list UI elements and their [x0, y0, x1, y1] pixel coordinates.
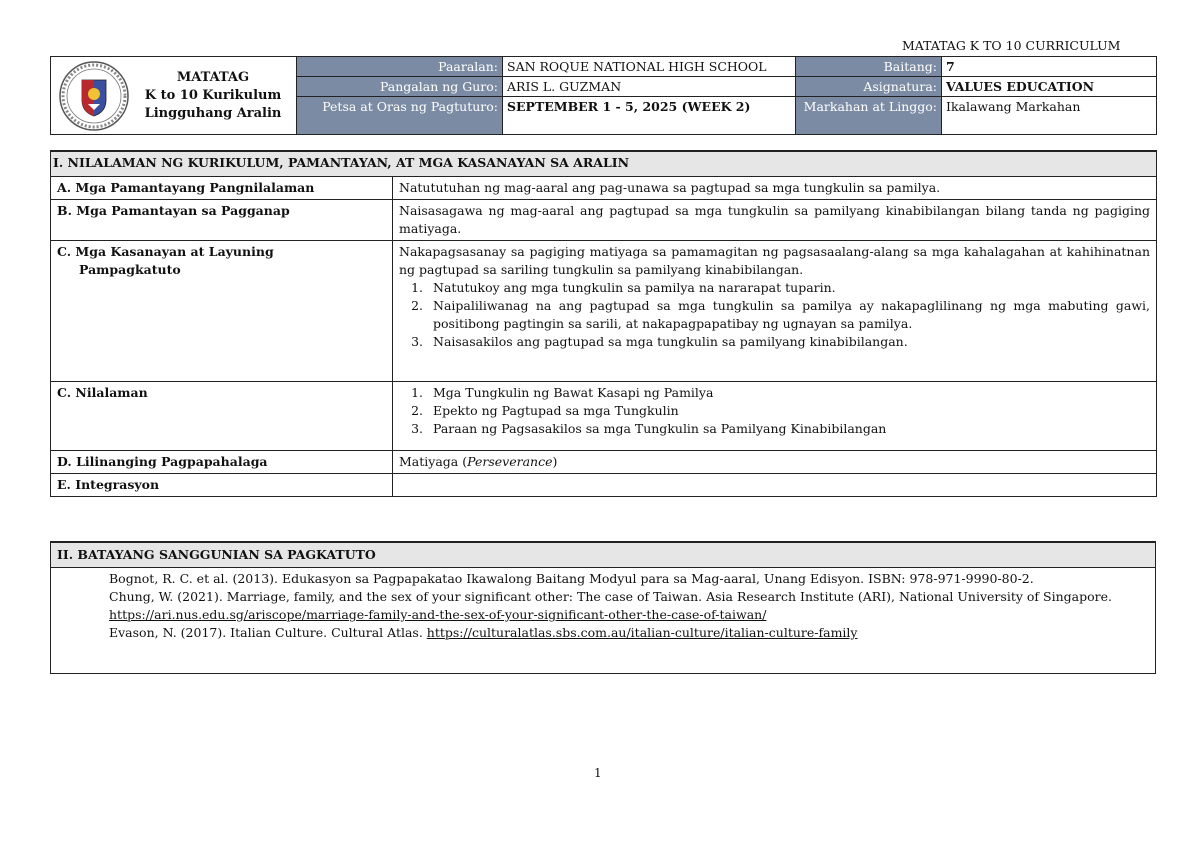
list-item: 2. Naipaliliwanag na ang pagtupad sa mga tungkulin sa pamilya ay nakapaglilinang ng mga mabuting gawi, positibong pagtingin sa sarili, at nakapagpapatibay ng ugnayan sa pamilya. — [427, 297, 1150, 333]
date-label: Petsa at Oras ng Pagtuturo: — [297, 97, 503, 135]
row-c2-value — [393, 382, 1157, 451]
row-e-label: E. Integrasyon — [51, 474, 393, 497]
list-item: 3. Paraan ng Pagsasakilos sa mga Tungkulin sa Pamilyang Kinabibilangan — [427, 420, 1150, 438]
reference-3-link[interactable]: https://culturalatlas.sbs.com.au/italian-culture/italian-culture-family — [426, 625, 858, 640]
teacher-label: Pangalan ng Guro: — [297, 77, 503, 97]
row-d-label: D. Lilinanging Pagpapahalaga — [51, 451, 393, 474]
row-b-value: Naisasagawa ng mag-aaral ang pagtupad sa mga tungkulin sa pamilyang kinabibilangan bilang tanda ng pagiging matiyaga. — [393, 200, 1157, 241]
logo-cell — [51, 57, 297, 135]
reference-1: Bognot, R. C. et al. (2013). Edukasyon sa Pagpapakatao Ikawalong Baitang Modyul para sa Mag-aaral, Unang Edisyon. ISBN: 978-971-9990-80-2. — [109, 571, 1034, 586]
reference-3 — [109, 624, 1135, 642]
section-1-title: I. NILALAMAN NG KURIKULUM, PAMANTAYAN, AT MGA KASANAYAN SA ARALIN — [51, 151, 1157, 177]
row-c-label-line-2: Pampagkatuto — [79, 262, 181, 277]
logo-line-2: K to 10 Kurikulum — [144, 87, 282, 103]
list-item: 2. Epekto ng Pagtupad sa mga Tungkulin — [427, 402, 1150, 420]
row-c-label — [51, 241, 393, 382]
row-a-value: Natututuhan ng mag-aaral ang pag-unawa sa pagtupad sa mga tungkulin sa pamilya. — [393, 177, 1157, 200]
curriculum-label: MATATAG K TO 10 CURRICULUM — [902, 38, 1121, 53]
row-c-list — [399, 279, 1150, 351]
reference-2-text: Chung, W. (2021). Marriage, family, and the sex of your significant other: The case of Taiwan. Asia Research Institute (ARI), National University of Singapore. — [109, 589, 1112, 604]
school-label: Paaralan: — [297, 57, 503, 77]
header-table — [50, 56, 1157, 135]
list-item: 1. Mga Tungkulin ng Bawat Kasapi ng Pamilya — [427, 384, 1150, 402]
row-c2-label: C. Nilalaman — [51, 382, 393, 451]
subject-value: VALUES EDUCATION — [942, 77, 1157, 97]
row-b-label: B. Mga Pamantayan sa Pagganap — [51, 200, 393, 241]
row-c-value — [393, 241, 1157, 382]
teacher-value: ARIS L. GUZMAN — [503, 77, 796, 97]
section-2 — [50, 541, 1156, 674]
row-a-label: A. Mga Pamantayang Pangnilalaman — [51, 177, 393, 200]
page-number: 1 — [594, 766, 602, 780]
reference-2 — [109, 588, 1135, 624]
reference-3-text: Evason, N. (2017). Italian Culture. Cultural Atlas. — [109, 625, 427, 640]
school-value: SAN ROQUE NATIONAL HIGH SCHOOL — [503, 57, 796, 77]
row-d-value-main: Matiyaga ( — [399, 454, 468, 469]
deped-seal-icon — [58, 60, 130, 132]
section-2-title: II. BATAYANG SANGGUNIAN SA PAGKATUTO — [51, 543, 1155, 568]
row-d-value-italic: Perseverance — [467, 454, 553, 469]
logo-line-3: Lingguhang Aralin — [144, 105, 282, 121]
grade-value: 7 — [942, 57, 1157, 77]
list-item: 1. Natutukoy ang mga tungkulin sa pamilya na nararapat tuparin. — [427, 279, 1150, 297]
date-value: SEPTEMBER 1 - 5, 2025 (WEEK 2) — [503, 97, 796, 135]
section-1-table — [50, 150, 1157, 497]
logo-line-1: MATATAG — [176, 69, 250, 85]
quarter-value: Ikalawang Markahan — [942, 97, 1157, 135]
reference-2-link[interactable]: https://ari.nus.edu.sg/ariscope/marriage-family-and-the-sex-of-your-significant-other-the-case-of-taiwan/ — [109, 607, 767, 622]
row-d-value — [393, 451, 1157, 474]
row-d-value-end: ) — [552, 454, 558, 469]
row-c-intro: Nakapagsasanay sa pagiging matiyaga sa pamamagitan ng pagsasaalang-alang sa mga kahalagahan at kahihinatnan ng pagtupad sa sariling tungkulin sa pamilyang kinabibilangan. — [399, 244, 1150, 277]
row-e-value — [393, 474, 1157, 497]
row-c2-list — [399, 384, 1150, 438]
references-list — [51, 568, 1155, 642]
subject-label: Asignatura: — [796, 77, 942, 97]
quarter-label: Markahan at Linggo: — [796, 97, 942, 135]
row-c-label-line-1: C. Mga Kasanayan at Layuning — [57, 244, 274, 259]
grade-label: Baitang: — [796, 57, 942, 77]
list-item: 3. Naisasakilos ang pagtupad sa mga tungkulin sa pamilyang kinabibilangan. — [427, 333, 1150, 351]
